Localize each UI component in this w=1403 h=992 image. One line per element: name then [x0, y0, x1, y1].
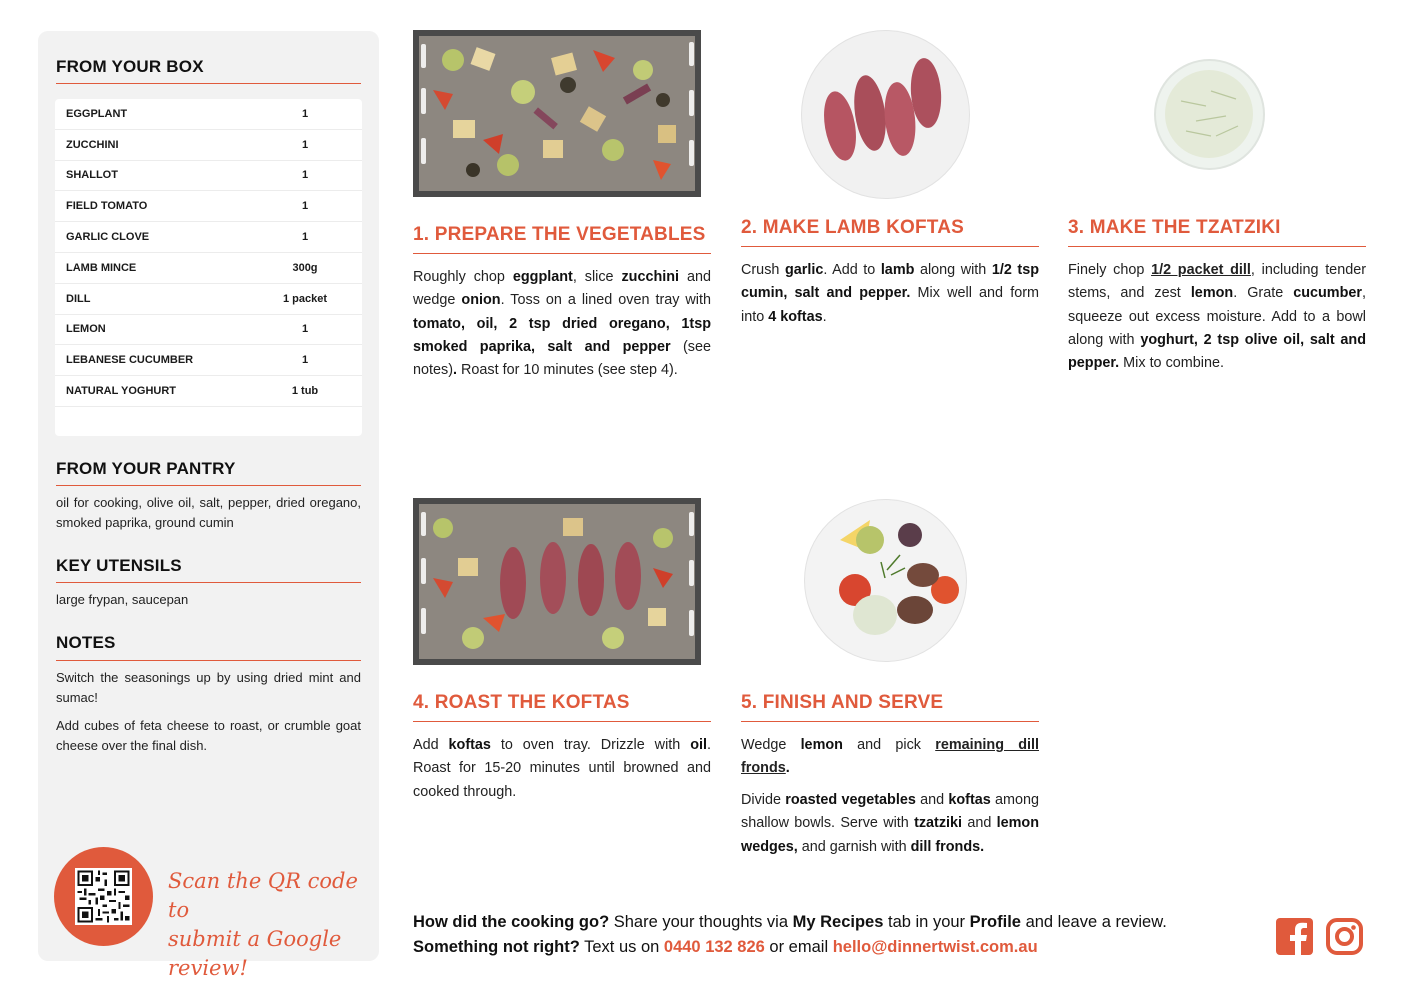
- qr-caption-line-1: Scan the QR code to: [168, 869, 358, 922]
- ingredient-name: FIELD TOMATO: [66, 200, 148, 213]
- box-ingredients-table: [55, 99, 362, 436]
- email-link[interactable]: hello@dinnertwist.com.au: [832, 938, 1038, 956]
- body-text: .: [822, 308, 827, 325]
- qr-caption: [168, 867, 379, 983]
- footer-text-2a: Text us on: [579, 938, 664, 956]
- body-text: . Roast for 15-20 minutes until browned and cooked through.: [413, 737, 711, 800]
- ingredient-name: ZUCCHINI: [66, 138, 119, 151]
- emphasis-text: 1/2 tsp cumin, salt and pepper.: [741, 262, 1039, 302]
- step-3-photo-tzatziki: [1156, 61, 1263, 168]
- emphasis-text: lemon wedges,: [741, 815, 1039, 855]
- step-5-body: [741, 734, 1039, 781]
- body-text: and garnish with: [797, 838, 911, 855]
- emphasis-text: yoghurt, 2 tsp olive oil, salt and pepper.: [1068, 331, 1366, 372]
- body-text: Divide: [741, 792, 786, 808]
- body-text: , slice: [572, 269, 622, 285]
- step-5-body-2: [741, 789, 1039, 859]
- emphasis-text: .: [785, 760, 790, 777]
- ingredient-qty: 300g: [292, 261, 318, 274]
- ingredient-qty: 1: [301, 231, 309, 244]
- body-text: Wedge: [741, 737, 801, 753]
- box-ingredient-row: [55, 222, 362, 253]
- emphasis-text: lemon: [1190, 285, 1234, 302]
- note-1: Switch the seasonings up by using dried mint and sumac!: [56, 670, 361, 705]
- step-1-title: 1. PREPARE THE VEGETABLES: [413, 224, 706, 245]
- box-heading-rule: [56, 83, 361, 84]
- step-4-body: [413, 734, 711, 804]
- emphasis-text: remaining dill fronds: [741, 737, 1039, 777]
- emphasis-text: tomato, oil, 2 tsp dried oregano, 1tsp smoked paprika, salt and pepper: [413, 315, 711, 355]
- box-ingredient-row: [55, 284, 362, 315]
- body-text: Mix to combine.: [1119, 355, 1224, 372]
- emphasis-text: cucumber: [1293, 285, 1362, 302]
- ingredient-name: DILL: [66, 292, 91, 305]
- body-text: . Grate: [1233, 285, 1294, 302]
- notes-heading: NOTES: [56, 633, 116, 652]
- footer-text-a: Share your thoughts via: [609, 913, 793, 931]
- ingredient-name: LAMB MINCE: [66, 261, 137, 274]
- note-2: Add cubes of feta cheese to roast, or crumble goat cheese over the final dish.: [56, 718, 361, 753]
- ingredient-name: SHALLOT: [66, 169, 118, 182]
- body-text: Add: [413, 737, 449, 753]
- body-text: and pick: [842, 737, 936, 753]
- box-ingredient-row: [55, 315, 362, 346]
- step-3-rule: [1068, 246, 1366, 247]
- facebook-icon[interactable]: [1276, 918, 1313, 955]
- box-ingredient-row: [55, 191, 362, 222]
- pantry-heading: FROM YOUR PANTRY: [56, 459, 236, 478]
- step-1-body: [413, 266, 711, 382]
- profile-label: Profile: [969, 913, 1021, 931]
- body-text: . Add to: [823, 262, 881, 278]
- notes-heading-rule: [56, 660, 361, 661]
- step-1-rule: [413, 253, 711, 254]
- ingredient-qty: 1: [301, 200, 309, 213]
- ingredient-qty: 1 packet: [282, 292, 328, 305]
- footer-text-2b: or email: [764, 938, 833, 956]
- ingredient-name: GARLIC CLOVE: [66, 231, 150, 244]
- body-text: Mix well and form into: [741, 285, 1039, 325]
- pantry-heading-rule: [56, 485, 361, 486]
- body-text: and: [962, 815, 997, 832]
- ingredient-qty: 1: [301, 354, 309, 367]
- emphasis-text: roasted vegetables: [785, 792, 916, 808]
- emphasis-text: koftas: [448, 737, 491, 753]
- emphasis-text: lamb: [880, 262, 915, 278]
- box-ingredient-row: [55, 253, 362, 284]
- emphasis-text: .: [453, 362, 457, 379]
- instagram-icon[interactable]: [1326, 918, 1363, 955]
- emphasis-text: tzatziki: [914, 815, 963, 832]
- step-4-rule: [413, 721, 711, 722]
- utensils-heading-rule: [56, 582, 361, 583]
- qr-code-badge[interactable]: [54, 847, 153, 946]
- box-heading: FROM YOUR BOX: [56, 57, 204, 76]
- body-text: and: [915, 792, 949, 808]
- step-3-body: [1068, 259, 1366, 375]
- qr-code-icon[interactable]: [75, 868, 132, 925]
- utensils-text: large frypan, saucepan: [56, 592, 189, 607]
- phone-link[interactable]: 0440 132 826: [663, 938, 765, 956]
- step-4-photo-roast-koftas: [413, 498, 701, 665]
- ingredient-qty: 1 tub: [291, 385, 319, 398]
- body-text: , including tender stems, and zest: [1068, 262, 1366, 302]
- body-text: to oven tray. Drizzle with: [490, 737, 691, 753]
- step-2-rule: [741, 246, 1039, 247]
- emphasis-text: 1/2 packet dill: [1151, 262, 1251, 278]
- body-text: (see notes): [413, 338, 711, 379]
- body-text: along with: [914, 262, 992, 278]
- ingredients-sidebar: [38, 31, 379, 980]
- box-ingredient-row: [55, 161, 362, 192]
- emphasis-text: garlic: [784, 262, 824, 278]
- footer-line-2: [413, 935, 1167, 960]
- emphasis-text: lemon: [800, 737, 843, 753]
- ingredient-qty: 1: [301, 107, 309, 120]
- utensils-heading: KEY UTENSILS: [56, 556, 182, 575]
- body-text: Crush: [741, 262, 785, 278]
- emphasis-text: dill fronds.: [910, 838, 985, 855]
- step-3-title: 3. MAKE THE TZATZIKI: [1068, 217, 1281, 238]
- body-text: Finely chop: [1068, 262, 1152, 278]
- feedback-footer: [413, 910, 1167, 960]
- ingredient-qty: 1: [301, 169, 309, 182]
- box-ingredient-row: [55, 99, 362, 130]
- step-5-photo-finished-dish: [805, 500, 966, 661]
- emphasis-text: 4 koftas: [768, 308, 823, 325]
- ingredient-qty: 1: [301, 138, 309, 151]
- step-5-title: 5. FINISH AND SERVE: [741, 692, 944, 713]
- step-2-title: 2. MAKE LAMB KOFTAS: [741, 217, 964, 238]
- body-text: Roast for 10 minutes (see step 4).: [457, 362, 678, 379]
- box-ingredient-row: [55, 376, 362, 407]
- body-text: and wedge: [413, 269, 711, 309]
- ingredient-name: LEMON: [66, 323, 106, 336]
- emphasis-text: oil: [690, 737, 707, 753]
- footer-question-2: Something not right?: [413, 938, 580, 956]
- step-4-title: 4. ROAST THE KOFTAS: [413, 692, 630, 713]
- footer-question-1: How did the cooking go?: [413, 913, 610, 931]
- body-text: among shallow bowls. Serve with: [741, 792, 1039, 832]
- step-5-rule: [741, 721, 1039, 722]
- emphasis-text: zucchini: [621, 269, 680, 285]
- footer-line-1: [413, 910, 1167, 935]
- step-1-photo-roast-vegetables: [413, 30, 701, 197]
- pantry-text: oil for cooking, olive oil, salt, pepper, dried oregano, smoked paprika, ground cumin: [56, 495, 361, 530]
- footer-text-e: and leave a review.: [1020, 913, 1167, 931]
- ingredient-name: EGGPLANT: [66, 107, 128, 120]
- body-text: Roughly chop: [413, 269, 513, 285]
- ingredient-name: LEBANESE CUCUMBER: [66, 354, 194, 367]
- box-ingredient-row: [55, 130, 362, 161]
- step-2-body: [741, 259, 1039, 329]
- body-text: , squeeze out excess moisture. Add to a bowl along with: [1068, 285, 1366, 348]
- ingredient-qty: 1: [301, 323, 309, 336]
- box-ingredient-row: [55, 345, 362, 376]
- ingredient-name: NATURAL YOGHURT: [66, 385, 176, 398]
- body-text: . Toss on a lined oven tray with: [500, 292, 712, 309]
- emphasis-text: onion: [461, 292, 501, 309]
- footer-text-c: tab in your: [883, 913, 970, 931]
- emphasis-text: koftas: [948, 792, 991, 808]
- step-2-photo-lamb-koftas: [802, 31, 969, 198]
- qr-caption-line-2: submit a Google review!: [168, 927, 342, 980]
- emphasis-text: eggplant: [512, 269, 573, 285]
- my-recipes-label: My Recipes: [792, 913, 884, 931]
